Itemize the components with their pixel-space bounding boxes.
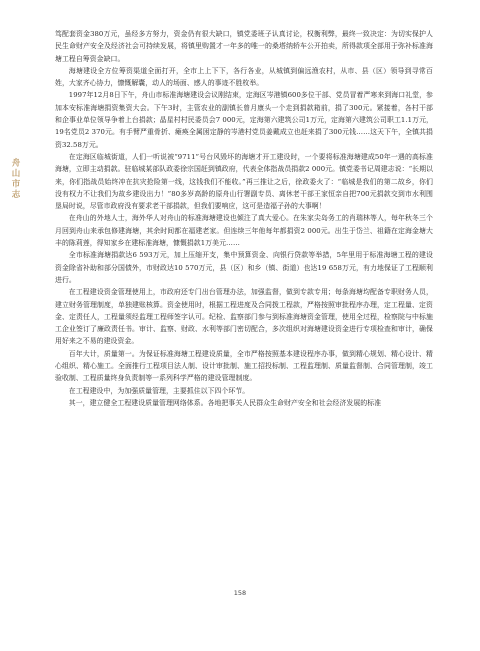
- paragraph: 在定海区临城街道，人们一听说被“9711”号台风毁坏的海塘才开工建设时，一个要将标准海塘建成50年一遇的高标准海塘，立即主动捐款。驻临城某部队政委徐宗国赶到镇政府，代表全体指战员捐款2 000元。镇党委书记周建志说：“长期以来，你们指战员始终冲在抗灾抢险第一线，这钱我们不能收。”再三推让之后，徐政委火了：“临城是我们的第二故乡，你们没有权力不让我们为故乡建设出力！”80多岁高龄的原舟山行署副专员、离休老干部王家恒亲自把700元捐款交到市水利围垦局时说，尽管市政府没有要求老干部捐款，但我们要响应，这可是造福子孙的大事啊！: [55, 152, 433, 211]
- paragraph: 在工程建设资金管理使用上，市政府还专门出台管理办法，加强监督，做到专款专用；每条海塘均配备专职财务人员，建立财务管理制度，单独建账核算。资金使用时，根据工程进度及合同拨工程款，严格按照审批程序办理，定工程量、定资金、定责任人，工程量须经监理工程师签字认可。纪检、监察部门参与到标准海塘资金管理，使用全过程，检察院与中标施工企业签订了廉政责任书。审计、监察、财政、水利等部门密切配合，多次组织对海塘建设资金进行专项检查和审计，确保用好来之不易的建设资金。: [55, 288, 433, 346]
- paragraph: 海塘建设全方位筹资渠道全面打开，全市上上下下，各行各业，从城镇到偏远渔农村，从市、县（区）领导到寻常百姓，大家齐心协力，慷慨解囊，动人的场面、感人的事迹不胜枚举。: [55, 66, 433, 88]
- running-header-vertical: 舟山市志: [10, 158, 20, 200]
- paragraph: 在舟山的外地人士，海外华人对舟山的标准海塘建设也倾注了真大爱心。在朱家尖岛务工的肖瑞林等人，每年秋冬三个月回到舟山来承包修建海塘，其余时间都在福建老家。但连续三年他每年都捐资2 000元。出生于岱兰、祖籍在定海金塘大丰的陈莉莲，得知家乡在建标准海塘，慷慨捐款1万美元……: [55, 214, 433, 248]
- paragraph: 1997年12月8日下午，舟山市标准海塘建设会议刚结束，定海区岑港镇600多位干部、党员冒着严寒来到海口礼堂，参加本安标准海塘捐资集资大会。下午3时，主管农业的副镇长曾月康头一个走到捐款箱前，捐了300元。紧接着，各村干部和企事业单位领导争着上台捐款；晶星村村民委员会7 000元，定海第六建筑公司1万元，定海第六建筑公司职工1.1万元，19名党员2 370元。有手臂严重骨折、瘫痪全属困定静的岑港村党员姜戴成立也赶来捐了300元钱……这天下午，全镇共捐资32.58万元。: [55, 91, 433, 149]
- paragraph: 在工程建设中，为加强质量管理，主要抓住以下四个环节。: [68, 386, 250, 395]
- paragraph: 百年大计，质量第一。为保证标准海塘工程建设质量，全市严格按照基本建设程序办事，做到精心规划、精心设计、精心组织、精心施工。全面推行工程项目法人制、设计审批制、施工招投标制、工程监理制、质量监督制、合同管理制，竣工验收制、工程质量终身负责制等一系列科学严格的建设管理制度。: [55, 349, 433, 383]
- paragraph: 笃配套资金380万元，虽经多方努力，资金仍有很大缺口，镇党委班子认真讨论，权衡利弊，最终一致决定：为切实保护人民生命财产安全及经济社会可持续发展，将镇里购置才一年多的唯一的桑塔纳轿车公开拍卖，所得款项全部用于弥补标准海塘工程自筹资金缺口。: [55, 30, 433, 63]
- page-number: 158: [233, 589, 247, 597]
- paragraph: 其一，建立健全工程建设质量管理网络体系。各地把事关人民群众生命财产安全和社会经济发展的标准: [68, 398, 382, 407]
- paragraph: 全市标准海塘捐款达6 593万元，加上压缩开支，集中预算资金、向银行贷款等举措，5年里用于标准海塘工程的建设资金除省补助和部分国债外，市财政达10 570万元，县（区）和乡（镇、街道）也达19 658万元，有力地保证了工程顺利进行。: [55, 251, 433, 284]
- body-text: [55, 28, 433, 409]
